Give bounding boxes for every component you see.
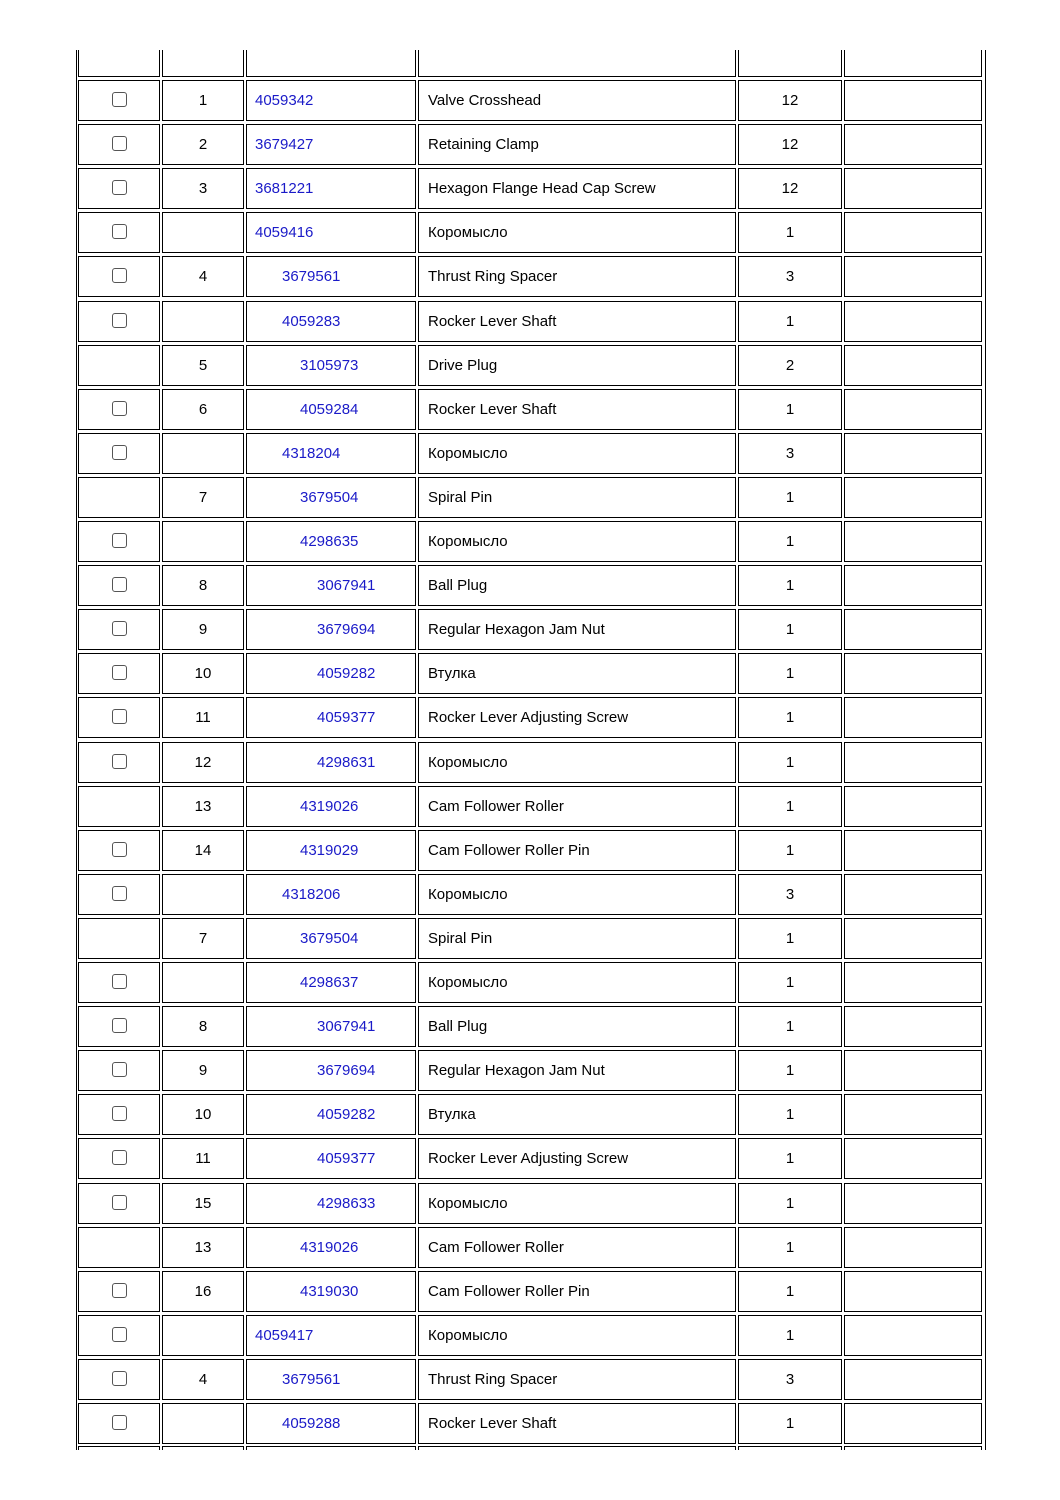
select-cell [78, 742, 160, 783]
item-number: 11 [162, 1138, 244, 1179]
table-row [76, 916, 986, 960]
note-cell [844, 124, 982, 165]
empty-cell [246, 1446, 416, 1450]
part-number-link[interactable]: 3679427 [255, 136, 314, 154]
item-number [162, 874, 244, 915]
select-cell [78, 301, 160, 342]
select-cell [78, 918, 160, 959]
part-description: Cam Follower Roller [418, 1227, 736, 1268]
table-row [76, 475, 986, 519]
select-cell [78, 786, 160, 827]
select-checkbox[interactable] [112, 1018, 127, 1033]
select-cell [78, 1227, 160, 1268]
quantity: 1 [738, 1138, 842, 1179]
part-number-cell [246, 212, 416, 253]
part-number-cell [246, 918, 416, 959]
note-cell [844, 521, 982, 562]
item-number: 14 [162, 830, 244, 871]
table-row [76, 78, 986, 122]
table-row [76, 254, 986, 298]
part-number-cell [246, 697, 416, 738]
item-number: 6 [162, 389, 244, 430]
part-number-link[interactable]: 4059282 [317, 1106, 376, 1124]
select-cell [78, 80, 160, 121]
select-checkbox[interactable] [112, 136, 127, 151]
part-number-cell [246, 786, 416, 827]
quantity: 1 [738, 1006, 842, 1047]
select-cell [78, 1315, 160, 1356]
part-number-cell [246, 168, 416, 209]
table-row [76, 1313, 986, 1357]
select-checkbox[interactable] [112, 842, 127, 857]
table-row [76, 1225, 986, 1269]
select-checkbox[interactable] [112, 1327, 127, 1342]
quantity: 1 [738, 609, 842, 650]
select-cell [78, 1006, 160, 1047]
part-description: Втулка [418, 1094, 736, 1135]
note-cell [844, 80, 982, 121]
item-number: 9 [162, 609, 244, 650]
select-checkbox[interactable] [112, 268, 127, 283]
empty-cell [418, 1446, 736, 1450]
part-number-link[interactable]: 4059283 [282, 312, 341, 330]
part-number-cell [246, 609, 416, 650]
part-number-cell [246, 874, 416, 915]
quantity: 1 [738, 653, 842, 694]
quantity: 1 [738, 697, 842, 738]
item-number [162, 962, 244, 1003]
select-checkbox[interactable] [112, 1150, 127, 1165]
note-cell [844, 565, 982, 606]
note-cell [844, 168, 982, 209]
quantity: 3 [738, 874, 842, 915]
part-number-link[interactable]: 4059282 [317, 665, 376, 683]
select-cell [78, 124, 160, 165]
part-number-cell [246, 1183, 416, 1224]
part-number-link[interactable]: 4318206 [282, 885, 341, 903]
quantity: 1 [738, 786, 842, 827]
item-number: 3 [162, 168, 244, 209]
quantity: 1 [738, 301, 842, 342]
item-number [162, 212, 244, 253]
part-number-link[interactable]: 4059377 [317, 709, 376, 727]
part-number-link[interactable]: 4319029 [300, 841, 359, 859]
part-number-link[interactable]: 4298635 [300, 533, 359, 550]
part-number-link[interactable]: 4298633 [317, 1194, 376, 1212]
select-cell [78, 830, 160, 871]
select-checkbox[interactable] [112, 180, 127, 195]
quantity: 3 [738, 256, 842, 297]
quantity: 1 [738, 1227, 842, 1268]
item-number: 2 [162, 124, 244, 165]
item-number: 11 [162, 697, 244, 738]
table-row [76, 828, 986, 872]
note-cell [844, 609, 982, 650]
part-description: Hexagon Flange Head Cap Screw [418, 168, 736, 209]
select-cell [78, 1403, 160, 1444]
note-cell [844, 830, 982, 871]
table-row [76, 1004, 986, 1048]
part-description: Drive Plug [418, 345, 736, 386]
part-description: Rocker Lever Shaft [418, 1403, 736, 1444]
table-continuation-top [76, 50, 986, 78]
empty-cell [246, 50, 416, 77]
select-checkbox[interactable] [112, 533, 127, 548]
select-cell [78, 521, 160, 562]
parts-table [76, 50, 986, 1450]
part-description: Коромысло [418, 1183, 736, 1224]
select-cell [78, 389, 160, 430]
quantity: 1 [738, 742, 842, 783]
table-row [76, 166, 986, 210]
note-cell [844, 301, 982, 342]
table-row [76, 651, 986, 695]
note-cell [844, 1183, 982, 1224]
select-checkbox[interactable] [112, 754, 127, 769]
part-number-link[interactable]: 4319030 [300, 1282, 359, 1300]
empty-cell [738, 50, 842, 77]
table-row [76, 960, 986, 1004]
table-row [76, 740, 986, 784]
quantity: 12 [738, 168, 842, 209]
quantity: 1 [738, 1315, 842, 1356]
select-checkbox[interactable] [112, 1106, 127, 1121]
empty-cell [78, 1446, 160, 1450]
part-number-link[interactable]: 4059284 [300, 400, 359, 418]
select-checkbox[interactable] [112, 621, 127, 636]
part-number-link[interactable]: 4059417 [255, 1326, 314, 1344]
part-description: Коромысло [418, 874, 736, 915]
part-number-link[interactable]: 3679561 [282, 268, 341, 286]
part-number-cell [246, 1006, 416, 1047]
select-cell [78, 874, 160, 915]
note-cell [844, 1403, 982, 1444]
select-checkbox[interactable] [112, 1371, 127, 1386]
part-number-link[interactable]: 4319026 [300, 1238, 359, 1256]
quantity: 1 [738, 1094, 842, 1135]
select-checkbox[interactable] [112, 401, 127, 416]
table-row [76, 1401, 986, 1445]
part-number-cell [246, 1138, 416, 1179]
part-description: Коромысло [418, 433, 736, 474]
table-row [76, 784, 986, 828]
table-row [76, 387, 986, 431]
select-checkbox[interactable] [112, 1062, 127, 1077]
select-checkbox[interactable] [112, 886, 127, 901]
note-cell [844, 742, 982, 783]
table-row [76, 431, 986, 475]
select-checkbox[interactable] [112, 1195, 127, 1210]
note-cell [844, 1094, 982, 1135]
quantity: 1 [738, 1403, 842, 1444]
item-number [162, 1403, 244, 1444]
part-description: Regular Hexagon Jam Nut [418, 1050, 736, 1091]
item-number: 4 [162, 1359, 244, 1400]
note-cell [844, 653, 982, 694]
part-number-link[interactable]: 3067941 [317, 1018, 376, 1036]
part-description: Коромысло [418, 212, 736, 253]
part-number-link[interactable]: 4298631 [317, 753, 376, 771]
item-number: 4 [162, 256, 244, 297]
quantity: 1 [738, 521, 842, 562]
item-number: 8 [162, 565, 244, 606]
part-description: Thrust Ring Spacer [418, 1359, 736, 1400]
select-checkbox[interactable] [112, 577, 127, 592]
note-cell [844, 962, 982, 1003]
part-number-cell [246, 1271, 416, 1312]
part-number-cell [246, 1227, 416, 1268]
quantity: 1 [738, 1050, 842, 1091]
part-number-cell [246, 742, 416, 783]
select-cell [78, 168, 160, 209]
table-row [76, 343, 986, 387]
part-number-link[interactable]: 4319026 [300, 797, 359, 815]
part-number-cell [246, 565, 416, 606]
select-checkbox[interactable] [112, 665, 127, 680]
quantity: 1 [738, 477, 842, 518]
quantity: 1 [738, 389, 842, 430]
item-number: 7 [162, 477, 244, 518]
part-description: Retaining Clamp [418, 124, 736, 165]
item-number: 9 [162, 1050, 244, 1091]
part-number-link[interactable]: 3067941 [317, 577, 376, 595]
empty-cell [418, 50, 736, 77]
part-number-cell [246, 301, 416, 342]
quantity: 1 [738, 1271, 842, 1312]
part-description: Rocker Lever Shaft [418, 389, 736, 430]
part-number-cell [246, 1094, 416, 1135]
empty-cell [78, 50, 160, 77]
table-row [76, 122, 986, 166]
note-cell [844, 918, 982, 959]
item-number: 13 [162, 786, 244, 827]
table-row [76, 1181, 986, 1225]
part-description: Rocker Lever Adjusting Screw [418, 697, 736, 738]
part-number-cell [246, 1359, 416, 1400]
select-cell [78, 565, 160, 606]
item-number: 1 [162, 80, 244, 121]
select-cell [78, 433, 160, 474]
table-continuation-bottom [76, 1446, 986, 1450]
item-number [162, 433, 244, 474]
table-row [76, 210, 986, 254]
table-row [76, 519, 986, 563]
note-cell [844, 1050, 982, 1091]
empty-cell [162, 50, 244, 77]
item-number [162, 1315, 244, 1356]
select-cell [78, 962, 160, 1003]
item-number: 15 [162, 1183, 244, 1224]
select-checkbox[interactable] [112, 974, 127, 989]
select-cell [78, 697, 160, 738]
item-number: 10 [162, 1094, 244, 1135]
table-row [76, 563, 986, 607]
part-number-link[interactable]: 3105973 [300, 356, 359, 374]
part-number-cell [246, 1315, 416, 1356]
quantity: 1 [738, 962, 842, 1003]
part-number-cell [246, 962, 416, 1003]
select-checkbox[interactable] [112, 1283, 127, 1298]
quantity: 1 [738, 565, 842, 606]
quantity: 1 [738, 1183, 842, 1224]
part-number-cell [246, 653, 416, 694]
part-description: Rocker Lever Shaft [418, 301, 736, 342]
part-description: Ball Plug [418, 565, 736, 606]
note-cell [844, 1227, 982, 1268]
select-cell [78, 1359, 160, 1400]
part-number-link[interactable]: 3679694 [317, 1062, 376, 1080]
table-row [76, 1269, 986, 1313]
part-description: Коромысло [418, 742, 736, 783]
part-description: Regular Hexagon Jam Nut [418, 609, 736, 650]
note-cell [844, 874, 982, 915]
quantity: 12 [738, 124, 842, 165]
select-cell [78, 1050, 160, 1091]
table-row [76, 299, 986, 343]
part-description: Cam Follower Roller Pin [418, 830, 736, 871]
item-number [162, 521, 244, 562]
table-row [76, 1048, 986, 1092]
table-row [76, 1136, 986, 1180]
select-checkbox[interactable] [112, 92, 127, 107]
part-number-link[interactable]: 4318204 [282, 444, 341, 462]
select-cell [78, 212, 160, 253]
select-checkbox[interactable] [112, 445, 127, 460]
quantity: 1 [738, 830, 842, 871]
part-description: Коромысло [418, 521, 736, 562]
part-number-cell [246, 345, 416, 386]
part-description: Коромысло [418, 962, 736, 1003]
part-number-link[interactable]: 4059377 [317, 1150, 376, 1168]
item-number: 12 [162, 742, 244, 783]
empty-cell [162, 1446, 244, 1450]
part-number-cell [246, 433, 416, 474]
table-row [76, 607, 986, 651]
select-cell [78, 477, 160, 518]
empty-cell [738, 1446, 842, 1450]
note-cell [844, 477, 982, 518]
note-cell [844, 256, 982, 297]
note-cell [844, 1315, 982, 1356]
note-cell [844, 1271, 982, 1312]
select-cell [78, 1094, 160, 1135]
part-number-link[interactable]: 3681221 [255, 180, 314, 198]
part-number-cell [246, 124, 416, 165]
quantity: 2 [738, 345, 842, 386]
empty-cell [844, 50, 982, 77]
part-description: Cam Follower Roller Pin [418, 1271, 736, 1312]
part-description: Valve Crosshead [418, 80, 736, 121]
quantity: 3 [738, 433, 842, 474]
part-description: Spiral Pin [418, 477, 736, 518]
note-cell [844, 697, 982, 738]
part-number-link[interactable]: 3679504 [300, 929, 359, 947]
select-checkbox[interactable] [112, 1415, 127, 1430]
part-number-link[interactable]: 4059416 [255, 224, 314, 242]
part-number-link[interactable]: 4059342 [255, 92, 314, 109]
part-number-link[interactable]: 3679504 [300, 488, 359, 506]
select-cell [78, 653, 160, 694]
part-description: Коромысло [418, 1315, 736, 1356]
part-number-cell [246, 521, 416, 562]
select-cell [78, 1271, 160, 1312]
note-cell [844, 786, 982, 827]
part-number-cell [246, 1050, 416, 1091]
note-cell [844, 1006, 982, 1047]
part-number-link[interactable]: 4298637 [300, 974, 359, 991]
quantity: 3 [738, 1359, 842, 1400]
part-number-cell [246, 1403, 416, 1444]
select-cell [78, 1138, 160, 1179]
quantity: 1 [738, 212, 842, 253]
table-row [76, 872, 986, 916]
part-description: Spiral Pin [418, 918, 736, 959]
part-description: Rocker Lever Adjusting Screw [418, 1138, 736, 1179]
empty-cell [844, 1446, 982, 1450]
select-cell [78, 345, 160, 386]
item-number: 8 [162, 1006, 244, 1047]
part-number-link[interactable]: 3679694 [317, 621, 376, 639]
part-number-cell [246, 477, 416, 518]
part-description: Втулка [418, 653, 736, 694]
select-checkbox[interactable] [112, 224, 127, 239]
select-cell [78, 256, 160, 297]
note-cell [844, 212, 982, 253]
select-checkbox[interactable] [112, 313, 127, 328]
item-number: 7 [162, 918, 244, 959]
part-description: Ball Plug [418, 1006, 736, 1047]
part-number-cell [246, 256, 416, 297]
table-row [76, 1092, 986, 1136]
select-checkbox[interactable] [112, 709, 127, 724]
item-number: 13 [162, 1227, 244, 1268]
part-number-link[interactable]: 3679561 [282, 1370, 341, 1388]
quantity: 12 [738, 80, 842, 121]
note-cell [844, 389, 982, 430]
item-number: 16 [162, 1271, 244, 1312]
select-cell [78, 1183, 160, 1224]
part-number-cell [246, 80, 416, 121]
quantity: 1 [738, 918, 842, 959]
note-cell [844, 1138, 982, 1179]
note-cell [844, 433, 982, 474]
item-number: 5 [162, 345, 244, 386]
part-description: Thrust Ring Spacer [418, 256, 736, 297]
item-number [162, 301, 244, 342]
part-number-link[interactable]: 4059288 [282, 1415, 341, 1432]
part-number-cell [246, 830, 416, 871]
part-description: Cam Follower Roller [418, 786, 736, 827]
select-cell [78, 609, 160, 650]
table-row [76, 695, 986, 739]
item-number: 10 [162, 653, 244, 694]
part-number-cell [246, 389, 416, 430]
note-cell [844, 1359, 982, 1400]
note-cell [844, 345, 982, 386]
table-row [76, 1357, 986, 1401]
